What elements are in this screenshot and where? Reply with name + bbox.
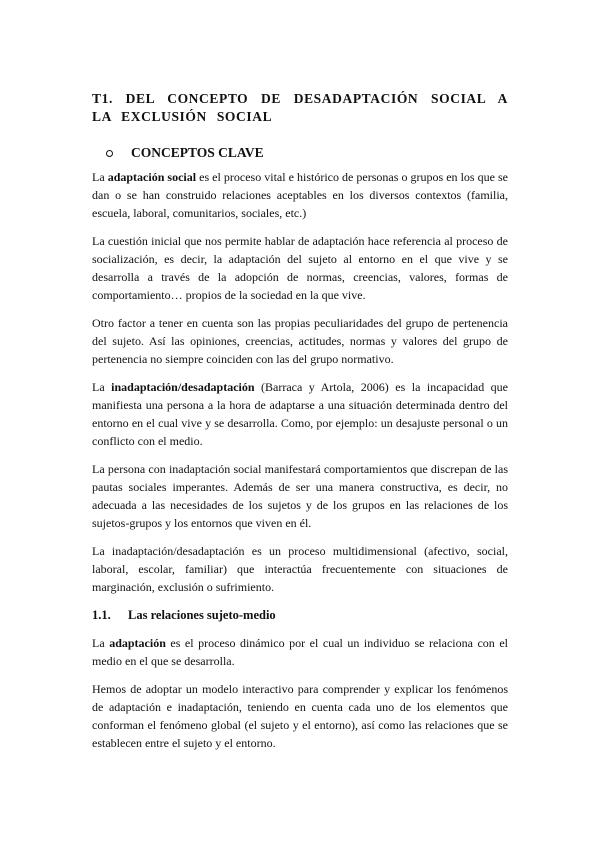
paragraph: Otro factor a tener en cuenta son las propias peculiaridades del grupo de pertenencia del sujeto. Así las opiniones, creencias, actitudes, normas y valores del grupo de pertenencia no siempre coinciden con las del grupo normativo. xyxy=(92,316,508,366)
subsection-heading xyxy=(92,606,508,624)
paragraph: Hemos de adoptar un modelo interactivo para comprender y explicar los fenómenos de adaptación e inadaptación, teniendo en cuenta cada uno de los elementos que conforman el fenómeno global (el sujeto y el entorno), así como las relaciones que se establecen entre el sujeto y el entorno. xyxy=(92,682,508,750)
document-title: T1. DEL CONCEPTO DE DESADAPTACIÓN SOCIAL A LA EXCLUSIÓN SOCIAL xyxy=(92,91,508,124)
paragraph: La persona con inadaptación social manifestará comportamientos que discrepan de las pautas sociales imperantes. Además de ser una manera constructiva, es decir, no adecuada a las necesidades de los sujetos y de los grupos en las relaciones de los sujetos-grupos y los entornos que viven en él. xyxy=(92,462,508,530)
paragraph: La adaptación social es el proceso vital e histórico de personas o grupos en los que se dan o se han construido relaciones aceptables en los diversos contextos (familia, escuela, laboral, comunitarios, sociales, etc.) xyxy=(92,170,508,220)
paragraph: La inadaptación/desadaptación es un proceso multidimensional (afectivo, social, laboral, escolar, familiar) que interactúa frecuentemente con situaciones de marginación, exclusión o sufrimiento. xyxy=(92,544,508,594)
paragraph: La adaptación es el proceso dinámico por el cual un individuo se relaciona con el medio en el que se desarrolla. xyxy=(92,636,508,668)
subsection-number: 1.1. xyxy=(92,608,111,622)
paragraph: La cuestión inicial que nos permite hablar de adaptación hace referencia al proceso de socialización, es decir, la adaptación del sujeto al entorno en el que vive y se desarrolla a través de la adopción de normas, creencias, valores, formas de comportamiento… propios de la sociedad en la que vive. xyxy=(92,234,508,302)
subsection-title: Las relaciones sujeto-medio xyxy=(128,608,276,622)
paragraph: La inadaptación/desadaptación (Barraca y Artola, 2006) es la incapacidad que manifiesta una persona a la hora de adaptarse a una situación determinada dentro del entorno en el cual vive y se desarrolla. Como, por ejemplo: un desajuste personal o un conflicto con el medio. xyxy=(92,380,509,448)
term-bold: adaptación xyxy=(109,636,166,650)
term-bold: inadaptación/desadaptación xyxy=(111,380,255,394)
term-bold: adaptación social xyxy=(107,170,197,184)
section-heading xyxy=(106,144,508,162)
bullet-circle-icon xyxy=(106,150,113,157)
section-heading-label: CONCEPTOS CLAVE xyxy=(131,145,264,160)
